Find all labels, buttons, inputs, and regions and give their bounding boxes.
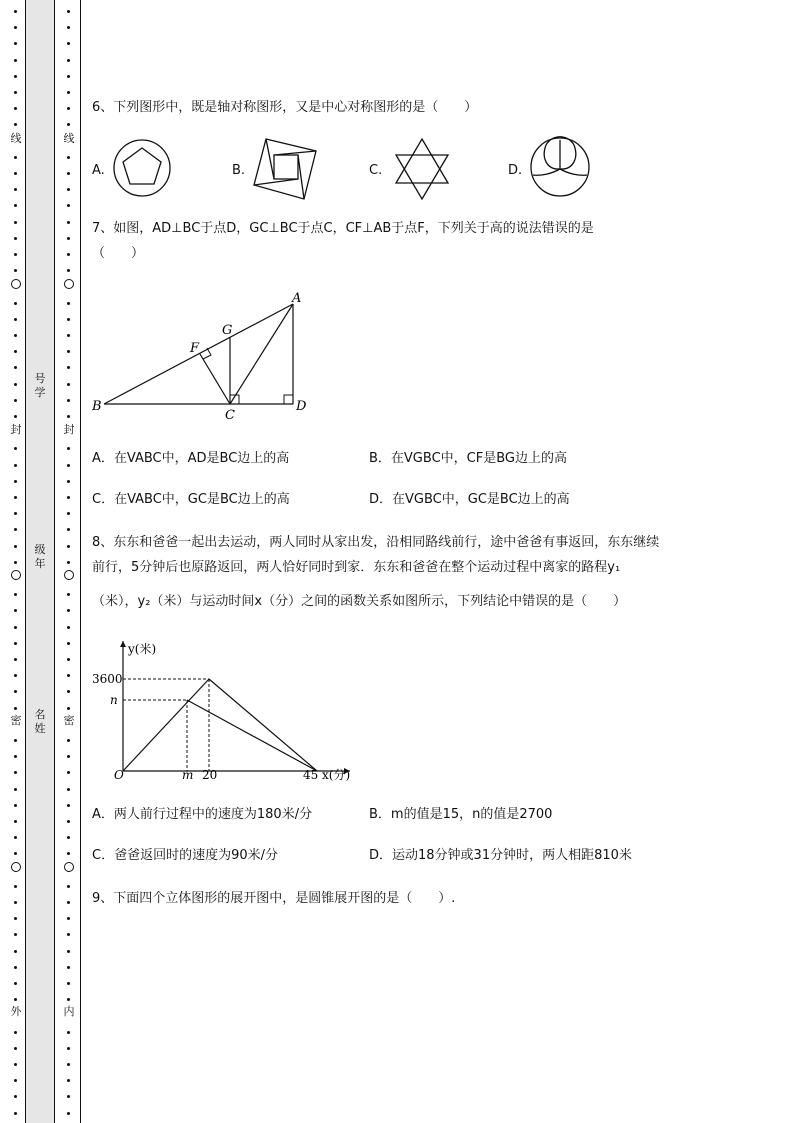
binding-dot: [14, 512, 17, 515]
binding-dot: [14, 950, 17, 953]
binding-dot: [14, 933, 17, 936]
binding-dot: [14, 771, 17, 774]
binding-dot: [14, 42, 17, 45]
binding-dot: [67, 399, 70, 402]
binding-dot: [14, 496, 17, 499]
binding-dot: [14, 447, 17, 450]
graph-y-tick-3600: 3600: [92, 672, 123, 686]
binding-dot: [67, 998, 70, 1001]
binding-dot: [67, 350, 70, 353]
binding-dot: [67, 901, 70, 904]
binding-dot: [14, 253, 17, 256]
left-dotted-line: [9, 0, 23, 1123]
binding-dot: [67, 528, 70, 531]
binding-dot: [67, 512, 70, 515]
q6-option-d-figure: [529, 136, 591, 198]
binding-dot: [14, 852, 17, 855]
binding-dot: [67, 221, 70, 224]
binding-dot: [14, 642, 17, 645]
binding-dot: [14, 480, 17, 483]
q6-option-b-label: B.: [232, 163, 246, 178]
right-circle-mark: [64, 862, 74, 872]
binding-dot: [67, 464, 70, 467]
q8-option-b: B．m的值是15，n的值是2700: [369, 807, 553, 822]
binding-dot: [14, 334, 17, 337]
binding-dot: [67, 674, 70, 677]
binding-dot: [14, 609, 17, 612]
binding-dot: [14, 156, 17, 159]
binding-dot: [14, 172, 17, 175]
q7-option-d: D．在VGBC中，GC是BC边上的高: [369, 492, 570, 507]
graph-x-tick-m: m: [182, 768, 194, 782]
binding-dot: [67, 59, 70, 62]
q8-distance-time-graph: [92, 633, 362, 788]
q6-option-a-figure: [112, 137, 174, 199]
q7-option-c: C．在VABC中，GC是BC边上的高: [92, 492, 290, 507]
binding-dot: [67, 10, 70, 13]
binding-dot: [67, 820, 70, 823]
binding-dot: [14, 75, 17, 78]
binding-dot: [14, 464, 17, 467]
binding-dot: [14, 269, 17, 272]
binding-dot: [14, 318, 17, 321]
binding-dot: [67, 480, 70, 483]
q8-option-c: C．爸爸返回时的速度为90米/分: [92, 848, 278, 863]
q6-option-c-figure: [390, 137, 454, 201]
binding-dot: [14, 383, 17, 386]
graph-x-axis-label: x(分): [322, 768, 351, 782]
binding-dot: [14, 302, 17, 305]
binding-dot: [14, 1112, 17, 1115]
binding-dot: [67, 609, 70, 612]
binding-dot: [67, 982, 70, 985]
binding-dot: [67, 447, 70, 450]
binding-dot: [67, 123, 70, 126]
binding-dot: [14, 415, 17, 418]
left-seal-char-4: 外: [10, 1005, 22, 1018]
right-seal-char-2: 封: [63, 423, 75, 436]
binding-dot: [14, 917, 17, 920]
binding-dot: [14, 755, 17, 758]
binding-dot: [67, 917, 70, 920]
question-7-stem: 7、如图，AD⊥BC于点D，GC⊥BC于点C，CF⊥AB于点F，下列关于高的说法错误的是: [92, 221, 594, 236]
binding-dot: [14, 26, 17, 29]
binding-dot: [67, 1031, 70, 1034]
left-circle-mark: [11, 862, 21, 872]
binding-dot: [67, 739, 70, 742]
binding-dot: [67, 690, 70, 693]
right-seal-char-3: 密: [63, 714, 75, 727]
grade-label: 级年: [34, 543, 46, 570]
binding-dot: [67, 707, 70, 710]
binding-dot: [67, 593, 70, 596]
binding-dot: [14, 707, 17, 710]
left-seal-char-2: 封: [10, 423, 22, 436]
binding-dot: [67, 1063, 70, 1066]
left-seal-char-3: 密: [10, 714, 22, 727]
point-c-label: C: [225, 408, 235, 423]
q7-option-b: B．在VGBC中，CF是BG边上的高: [369, 451, 567, 466]
binding-dot: [14, 1063, 17, 1066]
question-8-stem-line-1: 8、东东和爸爸一起出去运动，两人同时从家出发，沿相同路线前行，途中爸爸有事返回，东东继续: [92, 535, 660, 550]
binding-dot: [14, 1079, 17, 1082]
binding-dot: [14, 820, 17, 823]
point-f-label: F: [190, 341, 200, 356]
binding-dot: [14, 528, 17, 531]
binding-dot: [14, 237, 17, 240]
point-g-label: G: [222, 323, 233, 338]
binding-dot: [67, 885, 70, 888]
q6-option-d-label: D.: [508, 163, 523, 178]
point-d-label: D: [296, 399, 307, 414]
binding-dot: [14, 690, 17, 693]
binding-dot: [67, 156, 70, 159]
binding-dot: [14, 1047, 17, 1050]
question-8-stem-line-2: 前行，5分钟后也原路返回，两人恰好同时到家．东东和爸爸在整个运动过程中离家的路程y₁: [92, 560, 621, 575]
binding-dot: [14, 885, 17, 888]
binding-dot: [67, 496, 70, 499]
binding-dot: [14, 10, 17, 13]
binding-dot: [14, 204, 17, 207]
question-9-stem: 9、下面四个立体图形的展开图中，是圆锥展开图的是（ ）.: [92, 891, 456, 906]
binding-dot: [67, 1112, 70, 1115]
graph-x-tick-45: 45: [303, 768, 319, 782]
binding-dot: [67, 188, 70, 191]
binding-dot: [14, 1031, 17, 1034]
binding-dot: [67, 642, 70, 645]
binding-dot: [14, 59, 17, 62]
graph-y-axis-label: y(米): [128, 642, 157, 656]
binding-dot: [14, 188, 17, 191]
binding-dot: [14, 804, 17, 807]
binding-dot: [67, 626, 70, 629]
binding-dot: [67, 966, 70, 969]
question-6-stem: 6、下列图形中，既是轴对称图形，又是中心对称图形的是（ ）: [92, 100, 478, 115]
left-circle-mark: [11, 570, 21, 580]
binding-dot: [67, 415, 70, 418]
binding-dot: [67, 804, 70, 807]
binding-dot: [67, 366, 70, 369]
binding-dot: [67, 269, 70, 272]
binding-dot: [67, 253, 70, 256]
binding-dot: [14, 982, 17, 985]
binding-dot: [67, 755, 70, 758]
binding-dot: [67, 172, 70, 175]
point-a-label: A: [292, 291, 302, 306]
right-seal-char-4: 内: [63, 1005, 75, 1018]
binding-dot: [14, 966, 17, 969]
binding-dot: [14, 350, 17, 353]
q7-option-a: A．在VABC中，AD是BC边上的高: [92, 451, 290, 466]
binding-dot: [67, 788, 70, 791]
question-7-stem-bracket: （ ）: [92, 246, 145, 261]
binding-dot: [14, 221, 17, 224]
binding-dot: [67, 383, 70, 386]
binding-dot: [67, 836, 70, 839]
binding-rule: [80, 0, 81, 1123]
q6-option-b-figure: [252, 137, 322, 201]
name-label: 名姓: [34, 708, 46, 735]
graph-origin-label: O: [114, 768, 124, 782]
binding-dot: [14, 739, 17, 742]
graph-y-tick-n: n: [110, 693, 118, 707]
binding-dot: [67, 302, 70, 305]
binding-dot: [67, 91, 70, 94]
binding-dot: [67, 204, 70, 207]
binding-dot: [14, 674, 17, 677]
binding-dot: [14, 1095, 17, 1098]
binding-dot: [67, 334, 70, 337]
binding-dot: [67, 561, 70, 564]
binding-dot: [14, 998, 17, 1001]
left-circle-mark: [11, 279, 21, 289]
binding-dot: [67, 1079, 70, 1082]
binding-dot: [14, 123, 17, 126]
binding-dot: [14, 399, 17, 402]
point-b-label: B: [92, 399, 102, 414]
right-circle-mark: [64, 570, 74, 580]
binding-dot: [14, 658, 17, 661]
right-circle-mark: [64, 279, 74, 289]
q6-option-a-label: A.: [92, 163, 105, 178]
right-dotted-line: [62, 0, 76, 1123]
binding-dot: [67, 771, 70, 774]
binding-dot: [14, 901, 17, 904]
binding-dot: [67, 42, 70, 45]
binding-dot: [67, 1095, 70, 1098]
graph-x-tick-20: 20: [202, 768, 218, 782]
binding-dot: [67, 852, 70, 855]
binding-dot: [67, 950, 70, 953]
binding-dot: [14, 366, 17, 369]
right-seal-char-1: 线: [63, 132, 75, 145]
binding-dot: [14, 107, 17, 110]
student-number-label: 号学: [34, 372, 46, 399]
binding-dot: [67, 26, 70, 29]
binding-dot: [14, 593, 17, 596]
q8-option-a: A．两人前行过程中的速度为180米/分: [92, 807, 313, 822]
binding-dot: [14, 836, 17, 839]
binding-dot: [14, 561, 17, 564]
binding-dot: [67, 107, 70, 110]
q7-triangle-figure: [92, 288, 322, 423]
binding-dot: [67, 658, 70, 661]
binding-dot: [14, 788, 17, 791]
q8-option-d: D．运动18分钟或31分钟时，两人相距810米: [369, 848, 632, 863]
binding-dot: [14, 91, 17, 94]
q6-option-c-label: C.: [369, 163, 383, 178]
binding-dot: [67, 1047, 70, 1050]
left-seal-char-1: 线: [10, 132, 22, 145]
binding-dot: [67, 545, 70, 548]
binding-dot: [14, 626, 17, 629]
binding-dot: [14, 545, 17, 548]
binding-dot: [67, 75, 70, 78]
binding-margin: [0, 0, 84, 1123]
binding-dot: [67, 237, 70, 240]
question-8-stem-line-3: （米），y₂（米）与运动时间x（分）之间的函数关系如图所示，下列结论中错误的是（ ）: [92, 594, 627, 609]
binding-dot: [67, 318, 70, 321]
binding-dot: [67, 933, 70, 936]
